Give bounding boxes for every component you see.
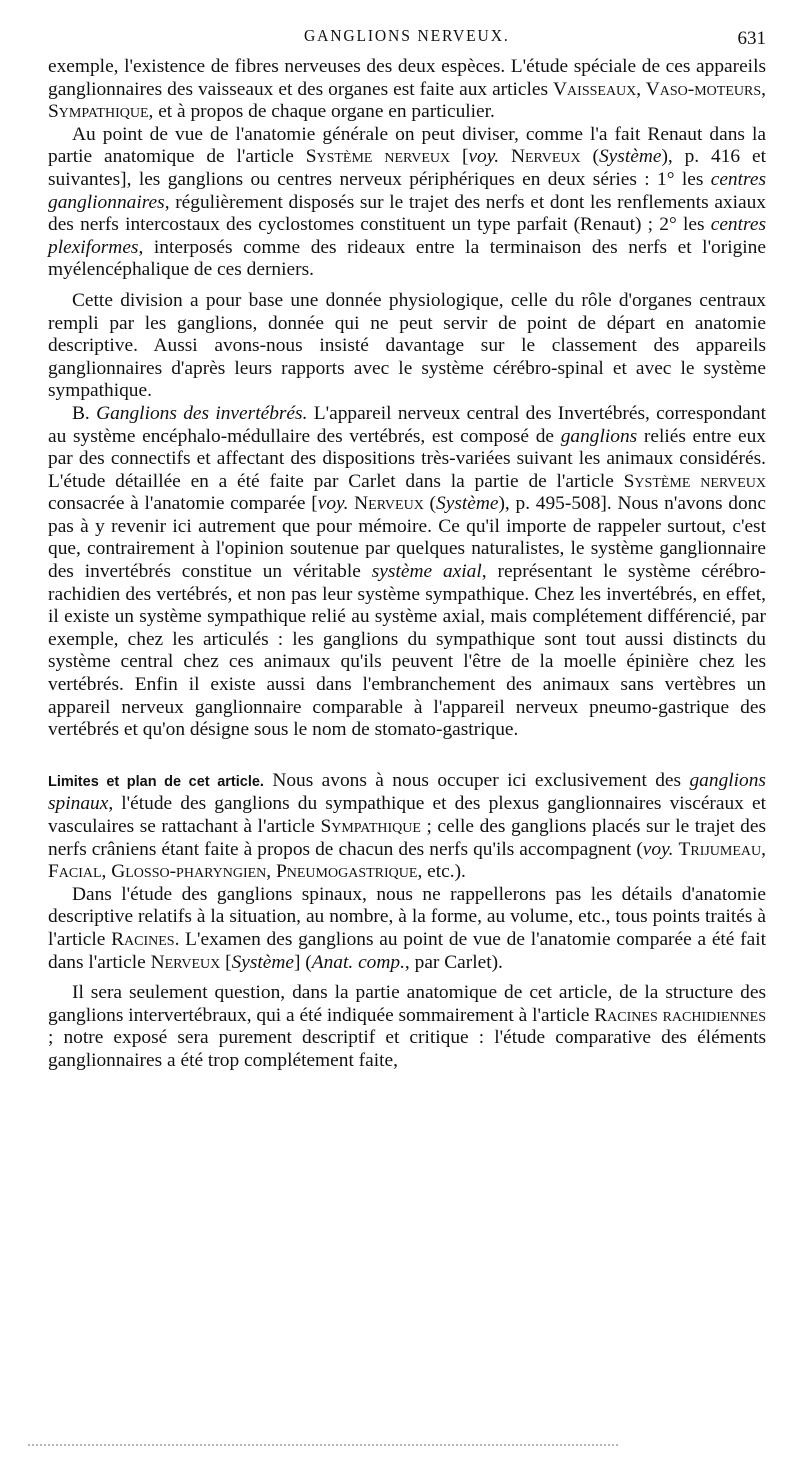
text-run: exemple, l'existence de fibres nerveuses des deux espèces. L'étude spéciale de ces appareils ganglionnaires des vaisseaux et des organes est faite aux articles	[48, 56, 766, 100]
text-run: ), p. 495-508]. Nous n'avons donc pas à y revenir ici autrement que pour mémoire. Ce qu'il importe de rappeler surtout, c'est que, contrairement à l'opinion soutenue par quelques naturalistes, le système ganglionnaire des invertébrés constitue un véritable	[48, 493, 766, 583]
text-run: , représentant le système cérébro-rachidien des vertébrés, et non pas leur système sympathique. Chez les invertébrés, en effet, il existe un système sympathique relié au système axial, mais complétement différencié, par exemple, chez les articulés : les ganglions du sympathique sont tout aussi distincts du système central chez ces animaux qu'ils peuvent l'être de la moelle épinière chez les vertébrés. Enfin il existe aussi dans l'embranchement des animaux sans vertèbres un appareil nerveux ganglionnaire comparable à l'appareil nerveux pneumo-gastrique des vertébrés et qu'on désigne sous le nom de stomato-gastrique.	[48, 561, 766, 741]
article-reference: Trijumeau, Facial, Glosso-pharyngien, Pneumogastrique	[48, 838, 766, 883]
text-run: ; celle des ganglions placés sur le trajet des nerfs crâniens étant faite à propos de chacun des nerfs qu'ils accompagnent (	[48, 816, 766, 860]
italic-run: Anat. comp.	[311, 951, 405, 973]
paragraph-5	[48, 770, 766, 884]
text-run	[499, 146, 511, 167]
bottom-bleed-through-rule	[28, 1444, 618, 1446]
article-reference: Racines	[111, 928, 175, 950]
italic-run: Système	[231, 951, 294, 973]
paragraph-2	[48, 124, 766, 282]
text-run: ; notre exposé sera purement descriptif et critique : l'étude comparative des éléments ganglionnaires a été trop complétement faite,	[48, 1027, 766, 1071]
text-run: , régulièrement disposés sur le trajet des nerfs et dont les renflements axiaux des nerfs intercostaux des cyclostomes constituent un type parfait (Renaut) ; 2° les	[48, 191, 766, 236]
text-run: Au point de vue de l'anatomie générale on peut diviser, comme l'a fait Renaut dans la partie anatomique de l'article	[48, 123, 766, 168]
italic-run: centres plexiformes	[48, 214, 766, 258]
running-title: GANGLIONS NERVEUX.	[304, 26, 510, 45]
text-run: Nous avons à nous occuper ici exclusivement des	[263, 769, 690, 791]
article-reference: Nerveux	[354, 493, 424, 515]
text-run: reliés entre eux par des connectifs et affectant des dispositions très-variées suivant les animaux considérés. L'étude détaillée en a été faite par Carlet dans la partie de l'article	[48, 425, 766, 492]
paragraph-7	[48, 982, 766, 1072]
article-reference: Système nerveux	[623, 470, 766, 492]
text-run: , et à propos de chaque organe en particulier.	[148, 101, 495, 123]
text-run: consacrée à l'anatomie comparée [	[48, 493, 318, 515]
article-reference: Vaisseaux, Vaso-moteurs, Sympathique	[48, 78, 766, 123]
text-run: [	[220, 951, 232, 973]
article-reference: Nerveux	[511, 146, 581, 168]
article-reference: Sympathique	[320, 816, 421, 837]
italic-run: Système	[598, 146, 662, 168]
article-reference: Racines rachidiennes	[594, 1004, 767, 1026]
text-run: Dans l'étude des ganglions spinaux, nous ne rappellerons pas les détails d'anatomie descriptive relatifs à la situation, au nombre, à la forme, au volume, etc., tous points traités à l'article	[48, 883, 766, 950]
text-run: , par Carlet).	[404, 951, 503, 973]
running-header	[48, 26, 766, 56]
text-run: [	[450, 146, 469, 168]
article-reference: Système nerveux	[305, 146, 451, 168]
text-run: Il sera seulement question, dans la partie anatomique de cet article, de la structure des ganglions intervertébraux, qui a été indiquée sommairement à l'article	[48, 982, 766, 1026]
italic-run: ganglions	[560, 425, 638, 447]
text-run: B.	[72, 402, 97, 424]
text-run: ), p. 416 et suivantes], les ganglions ou centres nerveux périphériques en deux séries : 1° les	[48, 146, 766, 190]
text-run: . L'examen des ganglions au point de vue de l'anatomie comparée a été fait dans l'article	[48, 928, 766, 973]
text-run: (	[580, 146, 599, 168]
text-run: ] (	[293, 951, 312, 973]
paragraph-3: Cette division a pour base une donnée physiologique, celle du rôle d'organes centraux rempli par les ganglions, donnée qui ne peut servir de point de départ en anatomie descriptive. Aussi avons-nous insisté davantage sur le classement des appareils ganglionnaires d'après leurs rapports avec le système cérébro-spinal et avec le système sympathique.	[48, 289, 766, 402]
italic-run: centres ganglionnaires	[48, 168, 766, 213]
section-heading: Ganglions des invertébrés.	[96, 402, 308, 424]
italic-run: voy.	[642, 838, 674, 860]
italic-run: voy.	[317, 493, 349, 515]
text-run: (	[423, 493, 437, 515]
italic-run: ganglions spinaux	[48, 769, 766, 815]
page-number: 631	[737, 28, 766, 49]
text-run: L'appareil nerveux central des Invertébrés, correspondant au système encéphalo-médullaire des vertébrés, est composé de	[48, 402, 766, 447]
italic-run: système axial	[371, 561, 482, 583]
text-run: , l'étude des ganglions du sympathique et des plexus ganglionnaires viscéraux et vasculaires se rattachant à l'article	[48, 793, 766, 837]
text-run: , etc.).	[417, 861, 466, 883]
paragraph-6	[48, 884, 766, 974]
text-run: , interposés comme des rideaux entre la terminaison des nerfs et l'origine myélencéphalique de ces derniers.	[48, 236, 766, 281]
italic-run: voy.	[468, 146, 500, 168]
section-lead-heading: Limites et plan de cet article.	[48, 773, 264, 790]
page	[48, 26, 766, 1073]
italic-run: Système	[436, 493, 499, 515]
paragraph-4	[48, 403, 766, 742]
paragraph-1	[48, 56, 766, 124]
article-reference: Nerveux	[150, 951, 221, 973]
